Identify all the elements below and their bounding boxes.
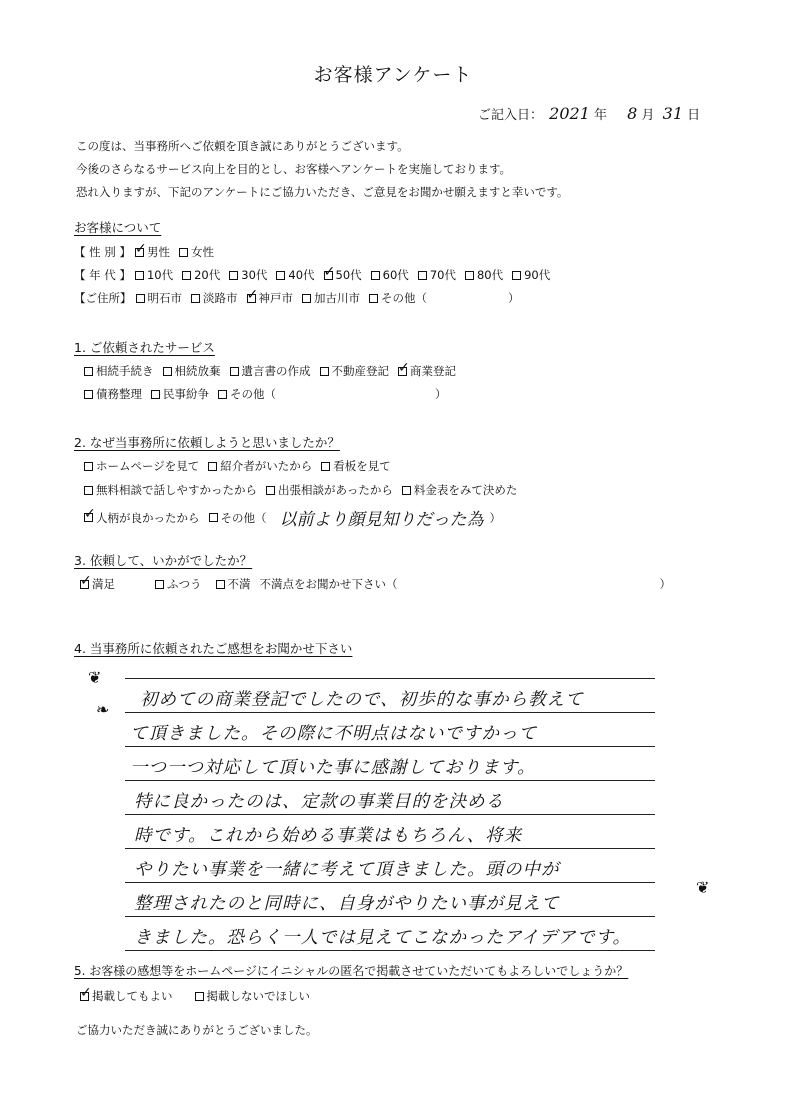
checkbox[interactable] xyxy=(418,271,427,280)
date-day: 31 xyxy=(662,104,684,123)
address-option-awaji[interactable]: 淡路市 xyxy=(191,290,238,306)
q5-option-allow[interactable]: ✓ 掲載してもよい xyxy=(80,988,173,1004)
checkbox[interactable] xyxy=(402,486,411,495)
checkbox[interactable] xyxy=(371,271,380,280)
q2-heading: 2. なぜ当事務所に依頼しようと思いましたか？ xyxy=(74,435,340,450)
page-title: お客様アンケート xyxy=(313,64,473,86)
q2-option-visit-consult[interactable]: 出張相談があったから xyxy=(266,482,393,498)
q1-other-close: ） xyxy=(435,387,447,401)
q2-option-price-list[interactable]: 料金表をみて決めた xyxy=(402,482,518,498)
comment-line: きました。恐らく一人では見えてこなかったアイデアです。 xyxy=(134,928,632,948)
q1-option-inheritance[interactable]: 相続手続き xyxy=(84,363,154,379)
q1-option-commercial[interactable]: ✓ 商業登記 xyxy=(398,363,456,379)
gender-label: 【 性 別 】 xyxy=(74,245,131,259)
checkbox[interactable] xyxy=(302,294,311,303)
comment-line: て頂きました。その際に不明点はないですかって xyxy=(130,724,537,744)
checkbox[interactable] xyxy=(163,367,172,376)
age-option-90s[interactable]: 90代 xyxy=(512,267,550,283)
checkbox[interactable] xyxy=(195,992,204,1001)
q1-option-debt[interactable]: 債務整理 xyxy=(84,386,142,402)
comment-line: 時です。これから始める事業はもちろん、将来 xyxy=(134,826,523,846)
checkbox[interactable] xyxy=(465,271,474,280)
age-option-40s[interactable]: 40代 xyxy=(276,267,314,283)
age-row xyxy=(74,267,559,283)
q3-option-dissatisfied[interactable]: 不満 xyxy=(216,576,251,592)
checkbox[interactable] xyxy=(320,367,329,376)
q3-row xyxy=(80,576,671,592)
ruled-line xyxy=(125,746,655,747)
q2-row-2 xyxy=(84,482,526,498)
q3-complaint-close: ） xyxy=(659,577,671,591)
checkbox[interactable] xyxy=(218,390,227,399)
address-option-kobe[interactable]: ✓ 神戸市 xyxy=(247,290,294,306)
q1-row-2 xyxy=(84,386,447,402)
q3-complaint-label: 不満点をお聞かせ下さい（ xyxy=(259,577,398,591)
q2-option-signboard[interactable]: 看板を見て xyxy=(321,458,391,474)
age-label: 【 年 代 】 xyxy=(74,268,131,282)
checkbox[interactable] xyxy=(84,486,93,495)
intro-line-3: 恐れ入りますが、下記のアンケートにご協力いただき、ご意見をお聞かせ願えますと幸いです。 xyxy=(76,185,569,199)
ruled-line xyxy=(125,882,655,883)
q3-heading: 3. 依頼して、いかがでしたか？ xyxy=(74,553,253,568)
age-option-50s[interactable]: ✓ 50代 xyxy=(324,267,362,283)
checkbox[interactable] xyxy=(321,462,330,471)
checkbox[interactable] xyxy=(208,462,217,471)
address-option-akashi[interactable]: 明石市 xyxy=(136,290,183,306)
checkbox[interactable] xyxy=(179,248,188,257)
intro-line-1: この度は、当事務所へご依頼を頂き誠にありがとうございます。 xyxy=(76,139,409,153)
leaf-doodle-icon: ❧ xyxy=(96,700,110,719)
ruled-line xyxy=(125,916,655,917)
comment-line: 特に良かったのは、定款の事業目的を決める xyxy=(134,792,504,812)
checkbox-checked[interactable] xyxy=(324,271,333,280)
q1-option-will[interactable]: 遺言書の作成 xyxy=(230,363,311,379)
q3-option-average[interactable]: ふつう xyxy=(155,576,202,592)
ruled-line xyxy=(125,848,655,849)
checkbox[interactable] xyxy=(209,513,218,522)
checkbox[interactable] xyxy=(276,271,285,280)
q1-option-civil[interactable]: 民事紛争 xyxy=(151,386,209,402)
customer-heading: お客様について xyxy=(74,220,162,235)
age-option-10s[interactable]: 10代 xyxy=(135,267,173,283)
checkbox[interactable] xyxy=(182,271,191,280)
q3-option-satisfied[interactable]: ✓ 満足 xyxy=(80,576,115,592)
date-year: 2021 xyxy=(549,104,590,123)
ruled-line xyxy=(125,780,655,781)
checkbox[interactable] xyxy=(266,486,275,495)
age-option-30s[interactable]: 30代 xyxy=(229,267,267,283)
flower-doodle-icon: ❦ xyxy=(88,668,102,687)
checkbox[interactable] xyxy=(136,294,145,303)
gender-row xyxy=(74,244,223,260)
date-month-unit: 月 xyxy=(641,108,655,123)
q2-row-1 xyxy=(84,458,400,474)
comment-line: やりたい事業を一緒に考えて頂きました。頭の中が xyxy=(134,860,560,880)
checkbox[interactable] xyxy=(151,390,160,399)
date-day-unit: 日 xyxy=(687,108,701,123)
ruled-line xyxy=(125,950,655,951)
q2-option-homepage[interactable]: ホームページを見て xyxy=(84,458,199,474)
address-label: 【ご住所】 xyxy=(74,291,132,305)
q1-option-other[interactable]: その他（ xyxy=(218,386,276,402)
checkbox[interactable] xyxy=(84,462,93,471)
q2-option-personality[interactable]: ✓ 人柄が良かったから xyxy=(84,510,200,526)
ruled-line xyxy=(125,678,655,679)
checkbox-checked[interactable] xyxy=(84,513,93,522)
checkbox[interactable] xyxy=(512,271,521,280)
date-label: ご記入日： xyxy=(478,108,544,123)
q2-other-answer: 以前より顔見知りだった為 xyxy=(279,510,484,530)
q2-option-referral[interactable]: 紹介者がいたから xyxy=(208,458,312,474)
q5-heading: 5. お客様の感想等をホームページにイニシャルの匿名で掲載させていただいてもよろしいでしょうか？ xyxy=(74,964,629,978)
checkbox[interactable] xyxy=(229,271,238,280)
checkbox[interactable] xyxy=(155,580,164,589)
q5-row xyxy=(80,988,319,1004)
address-row xyxy=(74,290,520,306)
date-month: 8 xyxy=(627,104,638,123)
date-year-unit: 年 xyxy=(594,108,608,123)
q1-option-renunciation[interactable]: 相続放棄 xyxy=(163,363,221,379)
checkbox[interactable] xyxy=(135,271,144,280)
checkbox-checked[interactable] xyxy=(247,294,256,303)
checkbox-checked[interactable] xyxy=(80,580,89,589)
age-option-60s[interactable]: 60代 xyxy=(371,267,409,283)
age-option-70s[interactable]: 70代 xyxy=(418,267,456,283)
checkbox[interactable] xyxy=(230,367,239,376)
date-line xyxy=(478,104,700,123)
age-option-20s[interactable]: 20代 xyxy=(182,267,220,283)
address-option-other[interactable]: その他（ xyxy=(369,290,427,306)
checkbox-checked[interactable] xyxy=(398,367,407,376)
comment-line: 一つ一つ対応して頂いた事に感謝しております。 xyxy=(130,758,536,778)
q5-option-deny[interactable]: 掲載しないでほしい xyxy=(195,988,311,1004)
gender-option-female[interactable]: 女性 xyxy=(179,244,214,260)
q2-row-3 xyxy=(84,505,501,530)
address-other-close: ） xyxy=(508,291,520,305)
q2-other-close: ） xyxy=(489,510,501,525)
q2-option-free-consult[interactable]: 無料相談で話しやすかったから xyxy=(84,482,257,498)
checkbox[interactable] xyxy=(216,580,225,589)
q2-option-other[interactable]: その他（ xyxy=(209,510,267,526)
age-option-80s[interactable]: 80代 xyxy=(465,267,503,283)
gender-option-male[interactable]: ✓ 男性 xyxy=(135,244,170,260)
checkbox[interactable] xyxy=(84,367,93,376)
vine-doodle-icon: ❦ xyxy=(696,878,710,897)
q1-option-real-estate[interactable]: 不動産登記 xyxy=(320,363,390,379)
ruled-line xyxy=(125,814,655,815)
comment-line: 初めての商業登記でしたので、初歩的な事から教えて xyxy=(140,690,584,710)
closing-message: ご協力いただき誠にありがとうございました。 xyxy=(76,1023,318,1037)
checkbox[interactable] xyxy=(191,294,200,303)
q1-heading: 1. ご依頼されたサービス xyxy=(74,340,215,355)
intro-line-2: 今後のさらなるサービス向上を目的とし、お客様へアンケートを実施しております。 xyxy=(76,162,512,176)
address-option-kakogawa[interactable]: 加古川市 xyxy=(302,290,360,306)
ruled-line xyxy=(125,712,655,713)
checkbox-checked[interactable] xyxy=(80,992,89,1001)
checkbox[interactable] xyxy=(84,390,93,399)
comment-line: 整理されたのと同時に、自身がやりたい事が見えて xyxy=(134,894,560,914)
q1-row-1 xyxy=(84,363,465,379)
checkbox[interactable] xyxy=(369,294,378,303)
checkbox-checked[interactable] xyxy=(135,248,144,257)
q4-heading: 4. 当事務所に依頼されたご感想をお聞かせ下さい xyxy=(74,641,353,656)
